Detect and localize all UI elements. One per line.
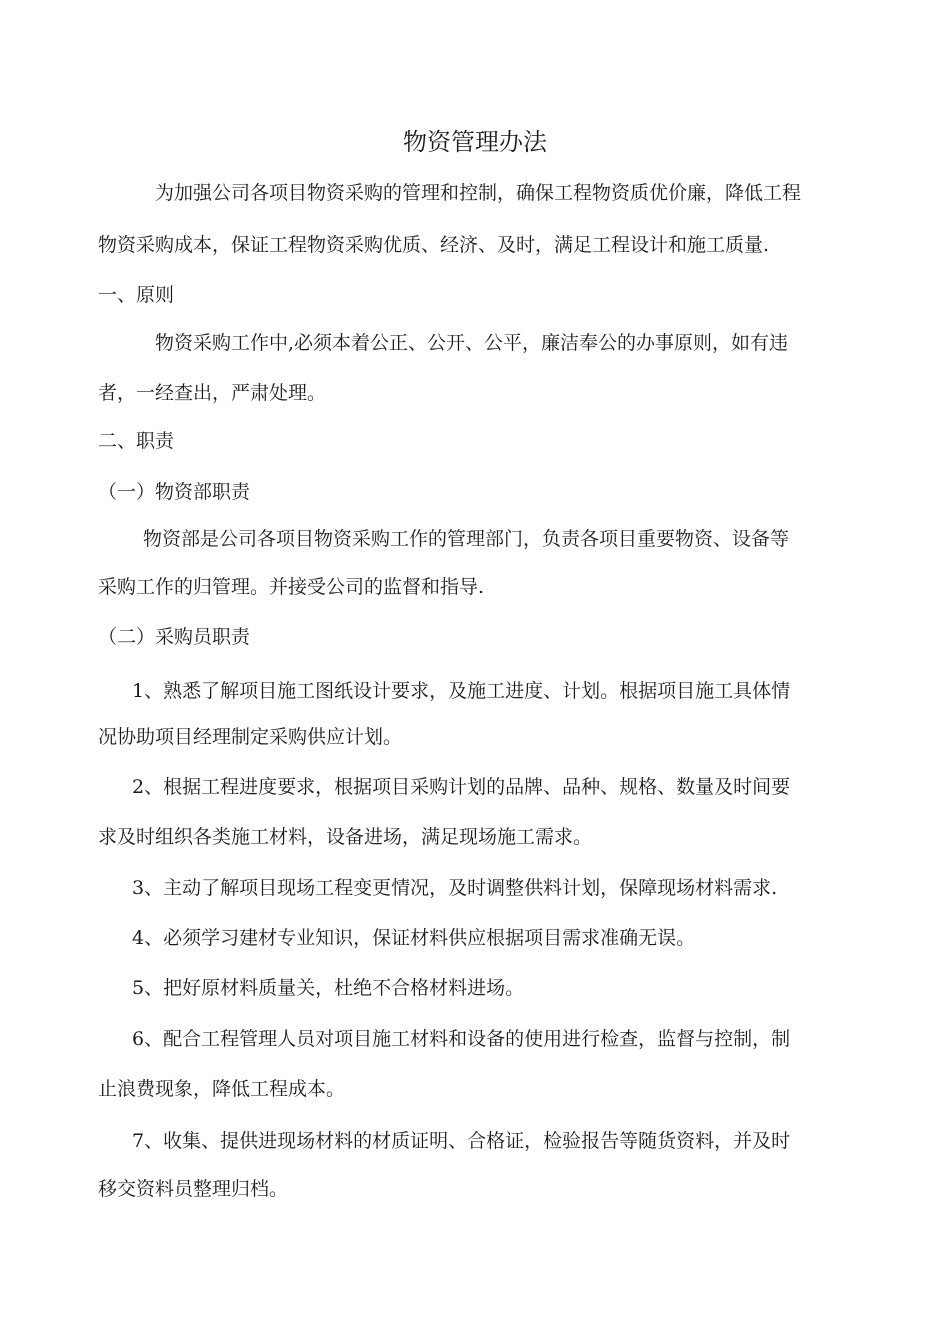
list-item-5: 5、把好原材料质量关，杜绝不合格材料进场。 bbox=[132, 977, 525, 999]
subsection-heading-materials-dept: （一）物资部职责 bbox=[98, 481, 251, 503]
document-title: 物资管理办法 bbox=[403, 128, 547, 156]
materials-dept-line-1: 物资部是公司各项目物资采购工作的管理部门，负责各项目重要物资、设备等 bbox=[143, 528, 790, 550]
principles-line-1: 物资采购工作中,必须本着公正、公开、公平，廉洁奉公的办事原则，如有违 bbox=[155, 332, 789, 354]
intro-line-1: 为加强公司各项目物资采购的管理和控制，确保工程物资质优价廉，降低工程 bbox=[155, 182, 802, 204]
principles-line-2: 者，一经查出，严肃处理。 bbox=[98, 382, 327, 404]
materials-dept-line-2: 采购工作的归管理。并接受公司的监督和指导. bbox=[98, 576, 485, 598]
list-item-1-line-1: 1、熟悉了解项目施工图纸设计要求，及施工进度、计划。根据项目施工具体情 bbox=[132, 680, 791, 702]
intro-line-2: 物资采购成本，保证工程物资采购优质、经济、及时，满足工程设计和施工质量. bbox=[98, 234, 770, 256]
list-item-7-line-2: 移交资料员整理归档。 bbox=[98, 1178, 289, 1200]
list-item-6-line-2: 止浪费现象，降低工程成本。 bbox=[98, 1078, 346, 1100]
section-heading-principles: 一、原则 bbox=[98, 284, 175, 306]
list-item-3: 3、主动了解项目现场工程变更情况，及时调整供料计划，保障现场材料需求. bbox=[132, 877, 778, 899]
list-item-6-line-1: 6、配合工程管理人员对项目施工材料和设备的使用进行检查，监督与控制，制 bbox=[132, 1028, 791, 1050]
list-item-7-line-1: 7、收集、提供进现场材料的材质证明、合格证，检验报告等随货资料，并及时 bbox=[132, 1130, 791, 1152]
list-item-2-line-2: 求及时组织各类施工材料，设备进场，满足现场施工需求。 bbox=[98, 826, 593, 848]
subsection-heading-buyer: （二）采购员职责 bbox=[98, 626, 251, 648]
list-item-4: 4、必须学习建材专业知识，保证材料供应根据项目需求准确无误。 bbox=[132, 927, 696, 949]
list-item-2-line-1: 2、根据工程进度要求，根据项目采购计划的品牌、品种、规格、数量及时间要 bbox=[132, 776, 791, 798]
list-item-1-line-2: 况协助项目经理制定采购供应计划。 bbox=[98, 726, 403, 748]
section-heading-duties: 二、职责 bbox=[98, 430, 175, 452]
